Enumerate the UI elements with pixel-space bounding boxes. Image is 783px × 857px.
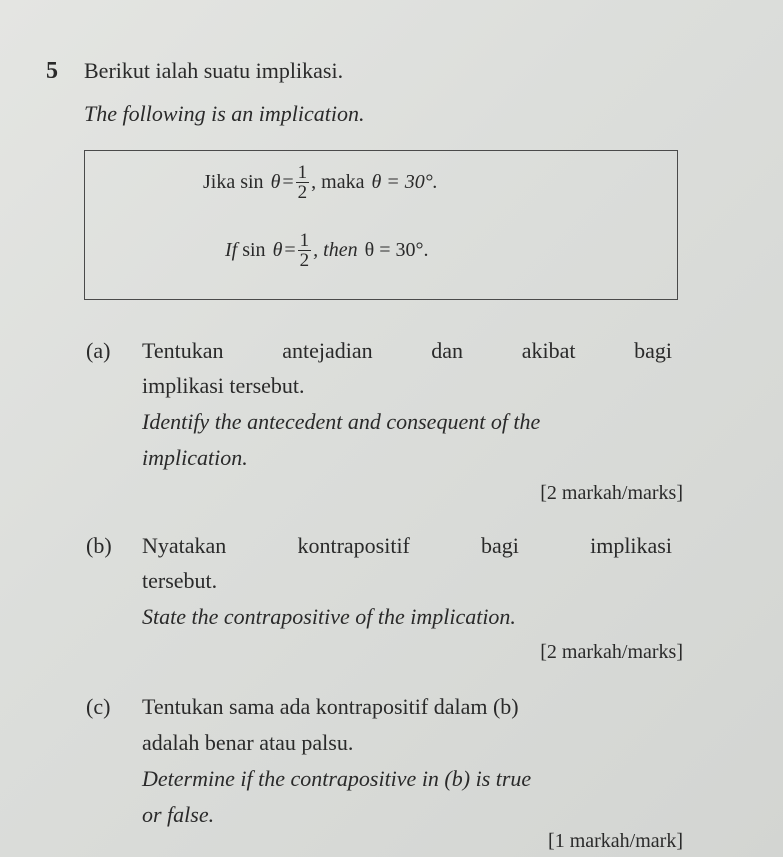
part-a-label: (a) bbox=[86, 338, 111, 363]
part-a-marks: [2 markah/marks] bbox=[540, 482, 683, 504]
part-a-english-line2: implication. bbox=[142, 445, 248, 470]
word: implikasi bbox=[590, 533, 672, 558]
if-word: If bbox=[225, 239, 238, 261]
then-word: , maka bbox=[311, 171, 365, 193]
word: Tentukan bbox=[142, 338, 224, 363]
part-c-english-line2: or false. bbox=[142, 802, 215, 827]
jika-word: Jika bbox=[203, 171, 236, 193]
part-c-marks: [1 markah/mark] bbox=[548, 830, 683, 852]
theta-symbol: θ bbox=[272, 239, 283, 261]
word: antejadian bbox=[282, 338, 373, 363]
intro-english: The following is an implication. bbox=[84, 101, 365, 126]
equals-sign: = bbox=[284, 239, 296, 261]
word: akibat bbox=[521, 338, 576, 363]
fraction bbox=[298, 231, 312, 270]
part-c-malay-line2: adalah benar atau palsu. bbox=[142, 730, 354, 755]
part-a-english-line1: Identify the antecedent and consequent of the bbox=[142, 409, 541, 434]
intro-malay: Berikut ialah suatu implikasi. bbox=[84, 58, 344, 83]
denominator: 2 bbox=[299, 250, 310, 271]
question-number: 5 bbox=[46, 58, 58, 84]
part-b-malay-line1 bbox=[142, 533, 672, 559]
part-b-marks: [2 markah/marks] bbox=[540, 641, 683, 663]
word: bagi bbox=[481, 533, 519, 558]
part-b-english-line1: State the contrapositive of the implication. bbox=[142, 604, 516, 629]
implication-box bbox=[84, 150, 678, 300]
equals-sign: = bbox=[282, 171, 294, 193]
part-b-label: (b) bbox=[86, 533, 112, 558]
denominator: 2 bbox=[297, 182, 308, 203]
numerator: 1 bbox=[299, 230, 310, 251]
part-c-label: (c) bbox=[86, 694, 111, 719]
implication-malay bbox=[203, 163, 440, 202]
word: dan bbox=[431, 338, 464, 363]
theta-symbol: θ bbox=[270, 171, 281, 193]
part-c-malay-line1: Tentukan sama ada kontrapositif dalam (b) bbox=[142, 694, 519, 719]
sin-word: sin bbox=[242, 239, 266, 261]
implication-english bbox=[225, 231, 430, 270]
word: bagi bbox=[634, 338, 672, 363]
part-c-english-line1: Determine if the contrapositive in (b) is true bbox=[142, 766, 532, 791]
then-word: , then bbox=[313, 239, 358, 261]
numerator: 1 bbox=[297, 162, 308, 183]
fraction bbox=[296, 163, 310, 202]
part-a-malay-line2: implikasi tersebut. bbox=[142, 373, 305, 398]
result: θ = 30°. bbox=[364, 239, 429, 261]
part-b-malay-line2: tersebut. bbox=[142, 568, 218, 593]
part-a-malay-line1 bbox=[142, 338, 672, 364]
result: θ = 30°. bbox=[371, 171, 438, 193]
word: kontrapositif bbox=[297, 533, 410, 558]
word: Nyatakan bbox=[142, 533, 227, 558]
sin-word: sin bbox=[240, 171, 264, 193]
